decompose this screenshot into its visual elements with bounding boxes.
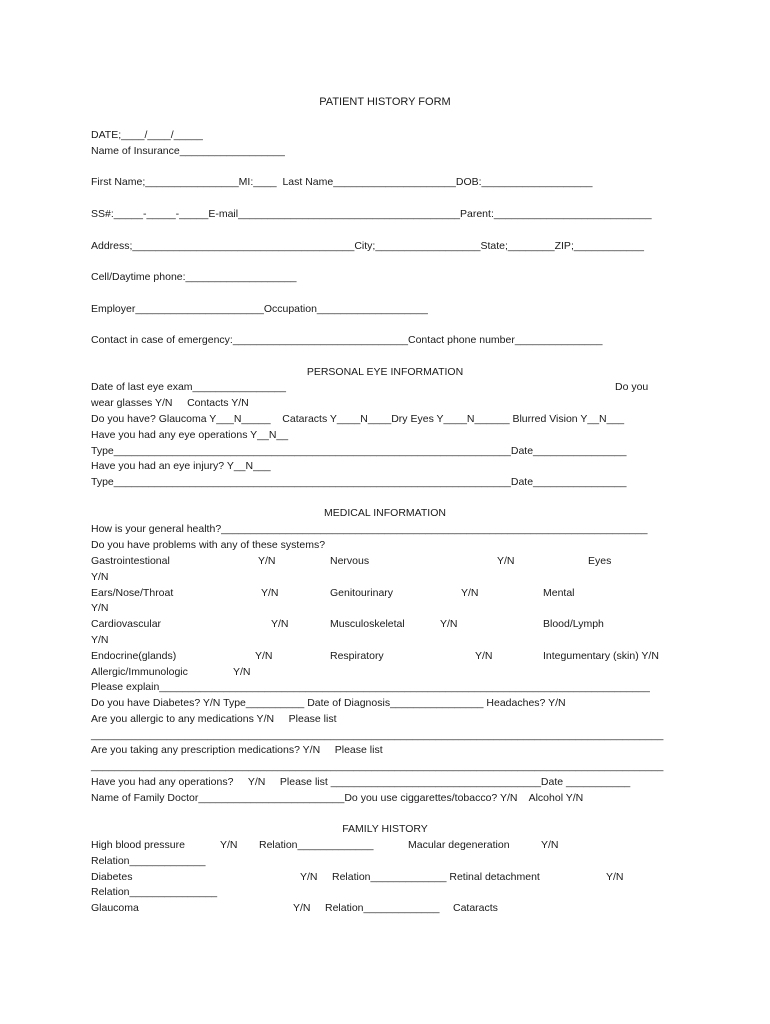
yes-no-option[interactable]: Y/N xyxy=(91,570,109,583)
eye-operation-type-date[interactable]: Type____________________________________________________________________Date________________ xyxy=(91,445,627,457)
body-system-label: Mental xyxy=(543,586,575,599)
relation-field[interactable]: Relation_____________ xyxy=(91,854,206,867)
yes-no-option[interactable]: Y/N xyxy=(440,618,458,631)
prescription-list-blank[interactable]: __________________________________________________________________________________________________ xyxy=(91,760,664,772)
body-system-label: Ears/Nose/Throat xyxy=(91,586,174,599)
yes-no-option[interactable]: Y/N xyxy=(91,602,109,615)
emergency-contact-fields[interactable]: Contact in case of emergency:______________________________Contact phone number_______________ xyxy=(91,334,603,346)
yes-no-option[interactable]: Y/N xyxy=(300,870,318,883)
allergy-list-blank[interactable]: __________________________________________________________________________________________________ xyxy=(91,729,664,741)
yes-no-option[interactable]: Y/N xyxy=(475,649,493,662)
relation-field[interactable]: Relation_______________ xyxy=(91,886,218,899)
yes-no-option[interactable]: Y/N xyxy=(233,665,251,678)
yes-no-option[interactable]: Y/N xyxy=(541,839,559,851)
body-system-label: Allergic/Immunologic xyxy=(91,665,188,678)
family-condition-label: Glaucoma xyxy=(91,902,139,915)
yes-no-option[interactable]: Y/N xyxy=(261,586,279,599)
glasses-contacts-line[interactable]: wear glasses Y/N Contacts Y/N xyxy=(91,397,249,409)
do-you-text: Do you xyxy=(615,381,649,393)
body-system-label: Gastrointestional xyxy=(91,555,170,567)
medication-allergy-line[interactable]: Are you allergic to any medications Y/N Please list xyxy=(91,713,337,725)
body-system-label: Musculoskeletal xyxy=(330,618,405,631)
eye-section-heading: PERSONAL EYE INFORMATION xyxy=(306,366,464,378)
yes-no-option[interactable]: Y/N xyxy=(255,649,273,662)
body-system-label: Endocrine(glands) xyxy=(91,649,177,662)
systems-question: Do you have problems with any of these systems? xyxy=(91,539,326,551)
family-condition-label: Macular degeneration xyxy=(408,839,510,851)
form-title: PATIENT HISTORY FORM xyxy=(319,96,451,108)
yes-no-option[interactable]: Y/N xyxy=(293,902,311,915)
body-system-label: Genitourinary xyxy=(330,586,394,599)
family-section-heading: FAMILY HISTORY xyxy=(342,823,428,835)
family-condition-label: Diabetes xyxy=(91,870,133,883)
relation-field[interactable]: Relation_____________ xyxy=(259,839,374,851)
operations-line[interactable]: Have you had any operations? Y/N Please list ____________________________________Date ___________ xyxy=(91,776,631,788)
family-condition-label: High blood pressure xyxy=(91,839,185,851)
date-field[interactable]: DATE;____/____/_____ xyxy=(91,129,203,141)
eye-injury-type-date[interactable]: Type____________________________________________________________________Date________________ xyxy=(91,476,627,488)
yes-no-option[interactable]: Y/N xyxy=(258,555,276,567)
name-dob-fields[interactable]: First Name;________________MI:____ Last Name_____________________DOB:___________________ xyxy=(91,176,593,188)
last-eye-exam-field[interactable]: Date of last eye exam________________ xyxy=(91,381,286,393)
yes-no-option[interactable]: Y/N xyxy=(461,586,479,599)
cell-phone-field[interactable]: Cell/Daytime phone:___________________ xyxy=(91,271,297,283)
body-system-label: Cardiovascular xyxy=(91,618,162,631)
diabetes-line[interactable]: Do you have Diabetes? Y/N Type__________ Date of Diagnosis________________ Headaches? Y/N xyxy=(91,697,566,709)
please-explain-field[interactable]: Please explain____________________________________________________________________________________ xyxy=(91,681,650,693)
yes-no-option[interactable]: Y/N xyxy=(91,634,109,646)
yes-no-option[interactable]: Y/N xyxy=(271,618,289,631)
yes-no-option[interactable]: Y/N xyxy=(497,555,515,567)
medical-section-heading: MEDICAL INFORMATION xyxy=(324,507,446,519)
yes-no-option[interactable]: Y/N xyxy=(606,870,624,883)
general-health-field[interactable]: How is your general health?_________________________________________________________________________ xyxy=(91,523,648,535)
body-system-label: Nervous xyxy=(330,555,370,567)
eye-conditions-line[interactable]: Do you have? Glaucoma Y___N_____ Cataracts Y____N____Dry Eyes Y____N______ Blurred Vision Y__N___ xyxy=(91,413,625,425)
relation-field[interactable]: Relation_____________ Retinal detachment xyxy=(332,870,540,883)
yes-no-option[interactable]: Y/N xyxy=(220,839,238,851)
body-system-label: Integumentary (skin) Y/N xyxy=(543,649,659,662)
body-system-label: Eyes xyxy=(588,555,612,567)
body-system-label: Respiratory xyxy=(330,649,384,662)
insurance-field[interactable]: Name of Insurance__________________ xyxy=(91,145,285,157)
relation-field[interactable]: Relation_____________ xyxy=(325,902,440,915)
address-fields[interactable]: Address;______________________________________City;__________________State;________ZIP;____________ xyxy=(91,240,644,252)
eye-operations-line[interactable]: Have you had any eye operations Y__N__ xyxy=(91,429,289,441)
family-condition-label: Cataracts xyxy=(453,902,498,915)
eye-injury-line[interactable]: Have you had an eye injury? Y__N___ xyxy=(91,460,271,472)
employer-occupation-fields[interactable]: Employer______________________Occupation___________________ xyxy=(91,303,428,315)
ss-email-parent-fields[interactable]: SS#:_____-_____-_____E-mail______________________________________Parent:___________________________ xyxy=(91,208,652,220)
body-system-label: Blood/Lymph xyxy=(543,618,604,631)
prescription-line[interactable]: Are you taking any prescription medications? Y/N Please list xyxy=(91,744,383,756)
family-doctor-line[interactable]: Name of Family Doctor_________________________Do you use ciggarettes/tobacco? Y/N Alcohol Y/N xyxy=(91,792,584,804)
